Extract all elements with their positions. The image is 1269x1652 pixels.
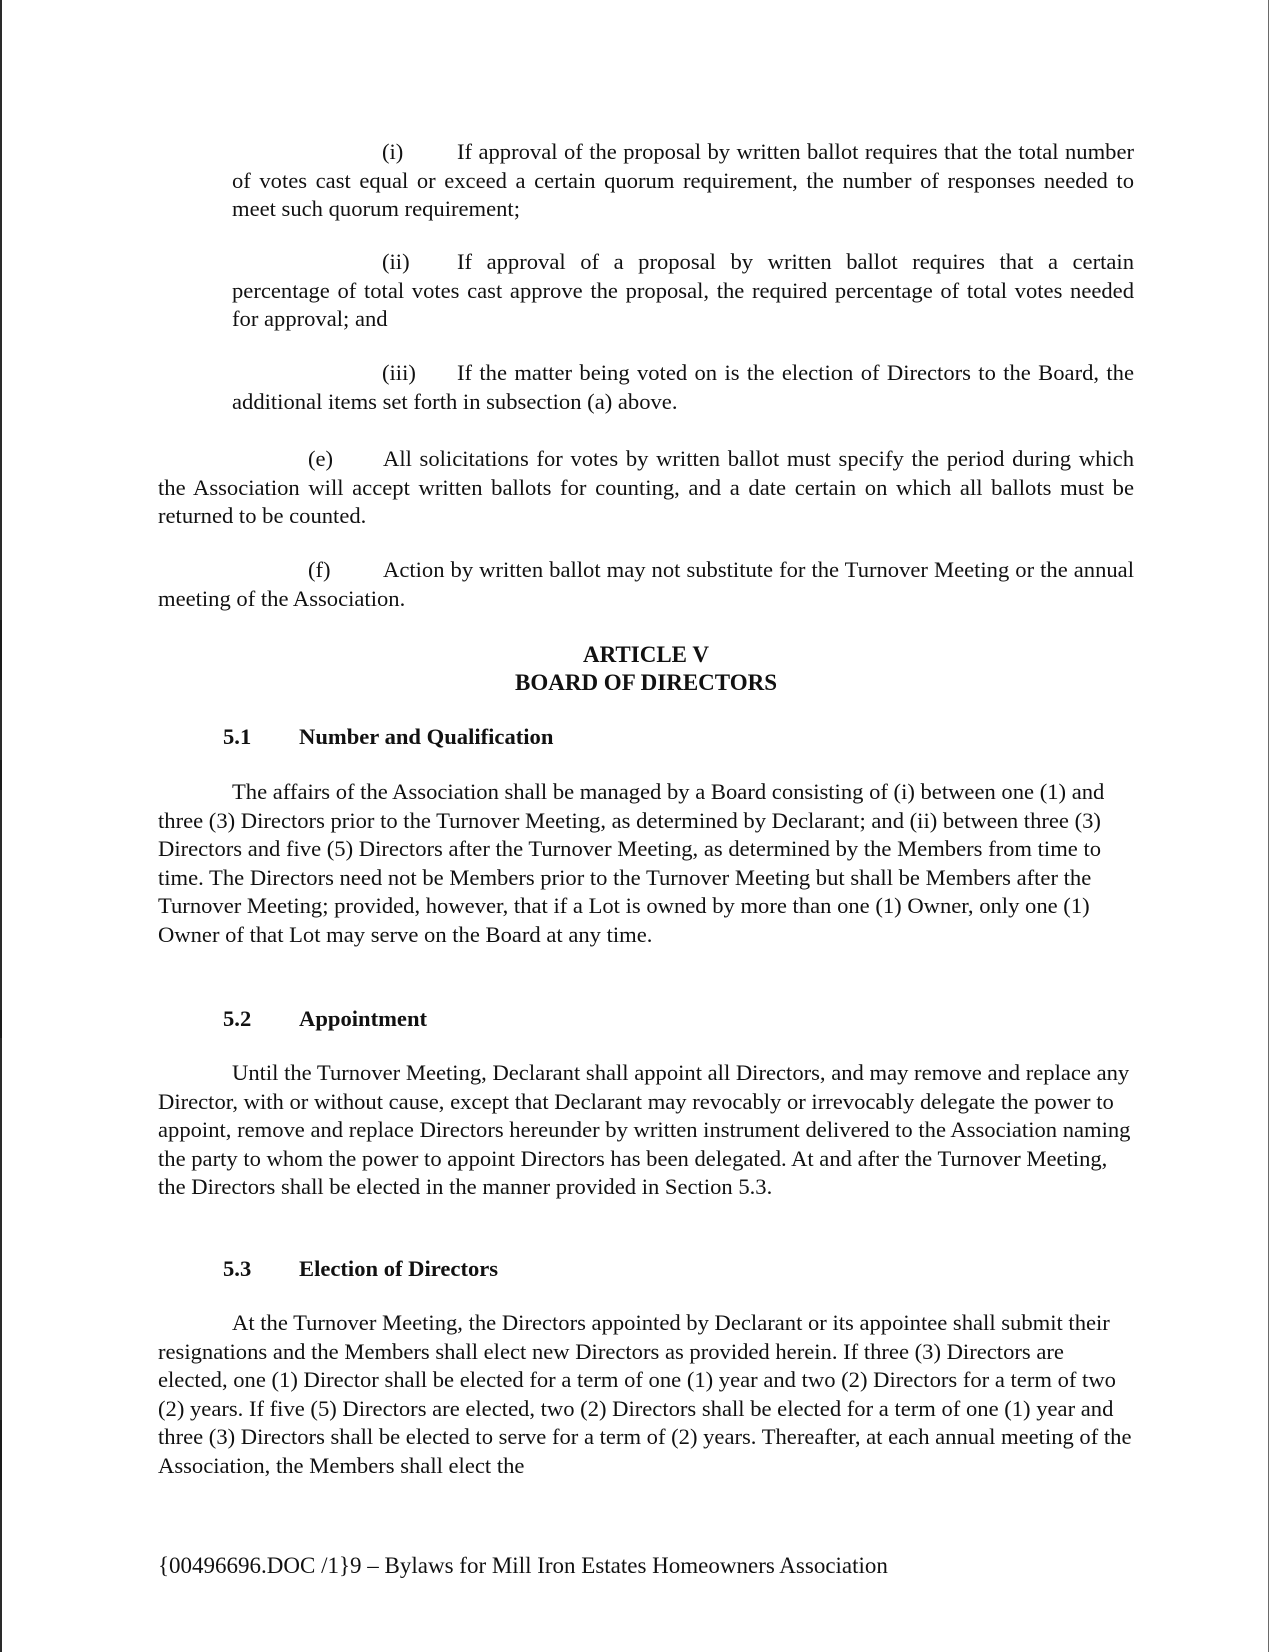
paragraph-f [158, 556, 1134, 613]
subparagraph-text: If approval of a proposal by written ballot requires that a certain percentage of total votes cast approve the proposal, the required percentage of total votes needed for approval; and [232, 249, 1134, 331]
section-title: Election of Directors [299, 1256, 499, 1281]
section-number: 5.2 [223, 1006, 252, 1031]
margin-mark [0, 620, 2, 680]
subparagraph-iii [232, 359, 1134, 416]
margin-mark [0, 1010, 2, 1038]
paragraph-e [158, 445, 1134, 531]
subparagraph-text: If approval of the proposal by written ballot requires that the total number of votes cast equal or exceed a certain quorum requirement, the number of responses needed to meet such quorum requirement; [232, 139, 1134, 221]
subparagraph-i [232, 138, 1134, 224]
paragraph-number: (e) [308, 446, 334, 471]
section-body-5-1: The affairs of the Association shall be managed by a Board consisting of (i) between one (1) and three (3) Directors prior to the Turnover Meeting, as determined by Declarant; and (ii) between three (3) Directors and five (5) Directors after the Turnover Meeting, as determined by the Members from time to time. The Directors need not be Members prior to the Turnover Meeting but shall be Members after the Turnover Meeting; provided, however, that if a Lot is owned by more than one (1) Owner, only one (1) Owner of that Lot may serve on the Board at any time. [158, 779, 1105, 947]
article-number: ARTICLE V [583, 642, 709, 667]
subparagraph-ii [232, 248, 1134, 334]
section-number: 5.1 [223, 724, 252, 749]
margin-mark [0, 1420, 2, 1490]
margin-mark [0, 760, 2, 790]
section-heading-5-1 [223, 723, 553, 751]
paragraph-text: Action by written ballot may not substitute for the Turnover Meeting or the annual meeting of the Association. [158, 557, 1134, 611]
subparagraph-number: (ii) [382, 249, 410, 274]
section-title: Number and Qualification [299, 724, 554, 749]
page-footer: {00496696.DOC /1}9 – Bylaws for Mill Iron Estates Homeowners Association [158, 1553, 888, 1578]
paragraph-text: All solicitations for votes by written ballot must specify the period during which the Association will accept written ballots for counting, and a date certain on which all ballots must be returned to be counted. [158, 446, 1134, 528]
section-body-5-3: At the Turnover Meeting, the Directors appointed by Declarant or its appointee shall submit their resignations and the Members shall elect new Directors as provided herein. If three (3) Directors are elected, one (1) Director shall be elected for a term of one (1) year and two (2) Directors for a term of two (2) years. If five (5) Directors are elected, two (2) Directors shall be elected for a term of one (1) year and three (3) Directors shall be elected to serve for a term of (2) years. Thereafter, at each annual meeting of the Association, the Members shall elect the [158, 1310, 1132, 1478]
subparagraph-number: (i) [382, 139, 404, 164]
paragraph-number: (f) [308, 557, 331, 582]
section-number: 5.3 [223, 1256, 252, 1281]
subparagraph-number: (iii) [382, 360, 416, 385]
section-body-5-2: Until the Turnover Meeting, Declarant shall appoint all Directors, and may remove and replace any Director, with or without cause, except that Declarant may revocably or irrevocably delegate the power to appoint, remove and replace Directors hereunder by written instrument delivered to the Association naming the party to whom the power to appoint Directors has been delegated. At and after the Turnover Meeting, the Directors shall be elected in the manner provided in Section 5.3. [158, 1060, 1131, 1199]
article-title: BOARD OF DIRECTORS [515, 670, 777, 695]
scan-edge-left [0, 0, 2, 1652]
section-title: Appointment [299, 1006, 428, 1031]
section-heading-5-3 [223, 1255, 498, 1283]
section-heading-5-2 [223, 1005, 427, 1033]
subparagraph-text: If the matter being voted on is the election of Directors to the Board, the additional items set forth in subsection (a) above. [232, 360, 1134, 414]
